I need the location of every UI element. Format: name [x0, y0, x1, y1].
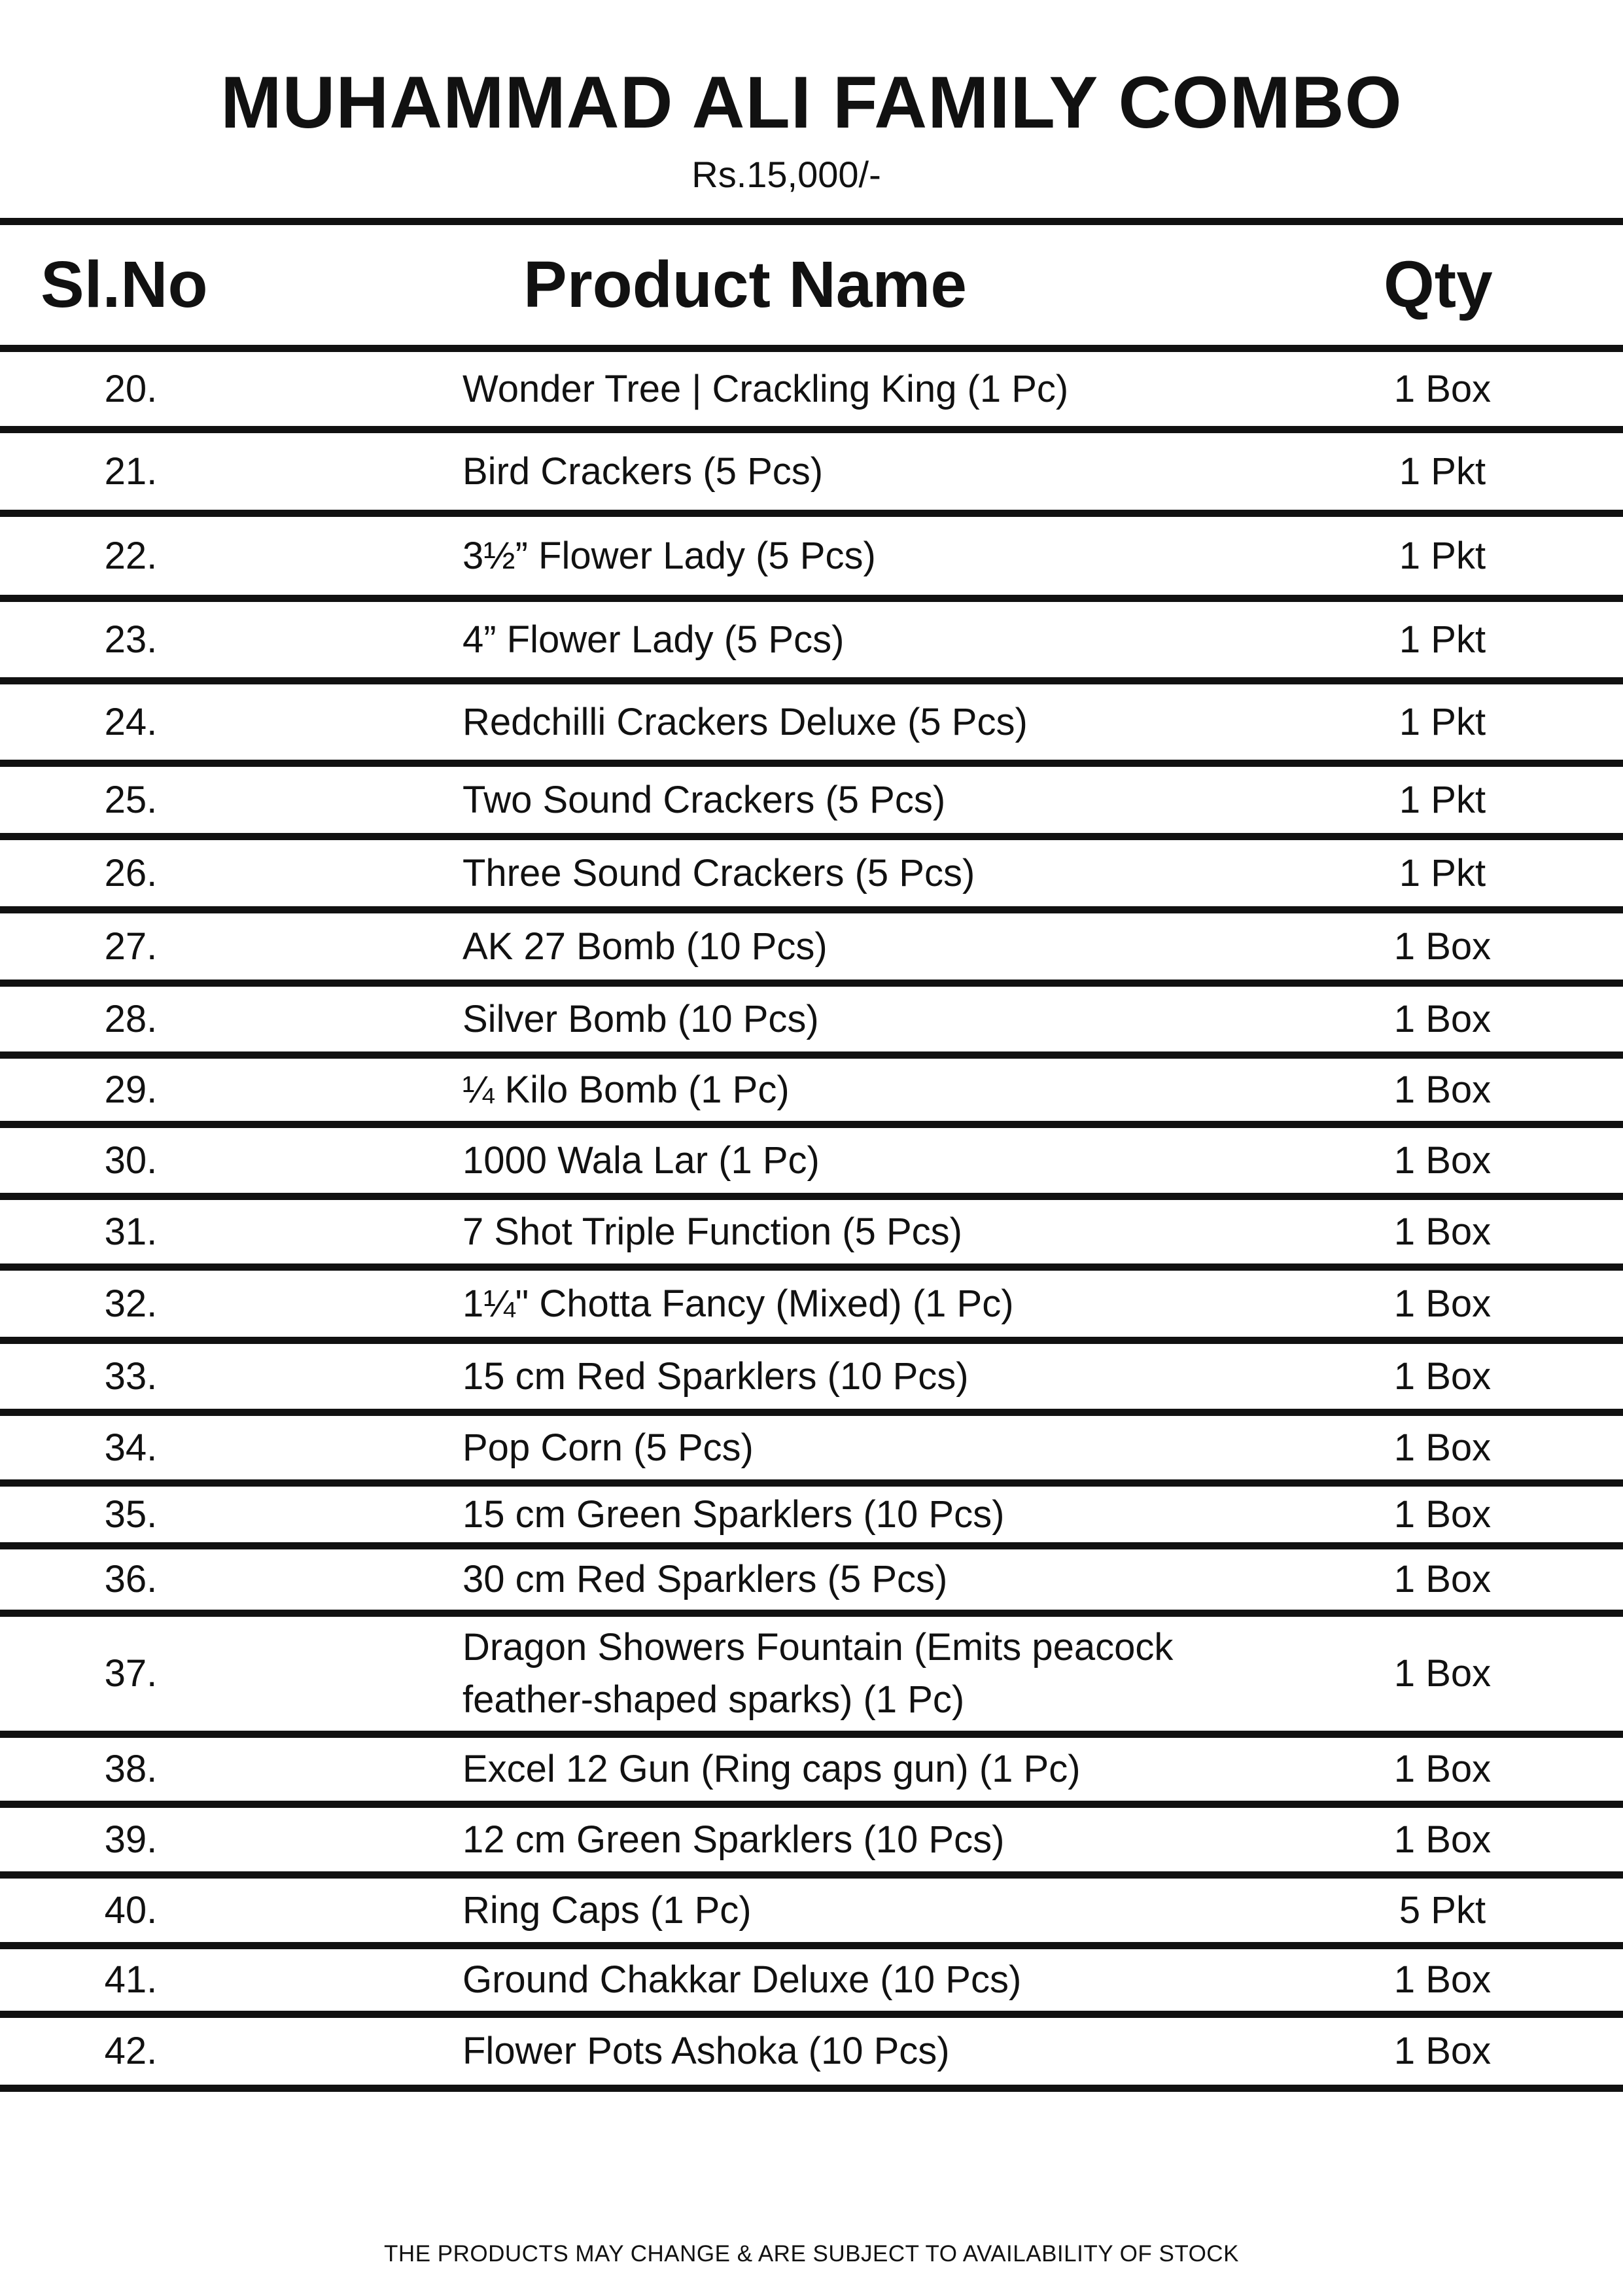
row-qty: 1 Box — [1393, 1426, 1492, 1469]
row-qty: 1 Box — [1393, 1558, 1492, 1600]
row-qty: 1 Pkt — [1399, 534, 1486, 577]
row-sl-no: 27. — [104, 925, 158, 968]
row-product-name: Wonder Tree | Crackling King (1 Pc) — [462, 367, 1069, 410]
row-product-name: Flower Pots Ashoka (10 Pcs) — [462, 2030, 950, 2072]
row-product-name: Excel 12 Gun (Ring caps gun) (1 Pc) — [462, 1748, 1081, 1790]
row-product-name: 1000 Wala Lar (1 Pc) — [462, 1139, 820, 1182]
row-divider — [0, 510, 1623, 517]
table-row — [0, 1344, 1623, 1409]
row-product-name: Pop Corn (5 Pcs) — [462, 1426, 754, 1469]
page-title: MUHAMMAD ALI FAMILY COMBO — [220, 62, 1403, 143]
row-product-name: 30 cm Red Sparklers (5 Pcs) — [462, 1558, 948, 1600]
row-divider — [0, 833, 1623, 840]
table-row — [0, 1271, 1623, 1337]
row-qty: 1 Box — [1393, 1354, 1492, 1398]
table-row — [0, 840, 1623, 906]
row-product-name: Ground Chakkar Deluxe (10 Pcs) — [462, 1958, 1022, 2001]
row-divider — [0, 906, 1623, 913]
row-product-name: 15 cm Red Sparklers (10 Pcs) — [462, 1354, 969, 1398]
row-sl-no: 25. — [104, 778, 158, 821]
row-product-name: Redchilli Crackers Deluxe (5 Pcs) — [462, 700, 1028, 743]
table-row — [0, 1617, 1623, 1731]
row-qty: 5 Pkt — [1399, 1888, 1486, 1932]
table-row — [0, 987, 1623, 1051]
row-qty: 1 Pkt — [1399, 618, 1486, 661]
row-product-name: 7 Shot Triple Function (5 Pcs) — [462, 1210, 962, 1253]
row-product-name: 3½” Flower Lady (5 Pcs) — [462, 534, 876, 577]
stock-disclaimer: THE PRODUCTS MAY CHANGE & ARE SUBJECT TO AVAILABILITY OF STOCK — [384, 2241, 1239, 2267]
row-divider — [0, 345, 1623, 352]
row-sl-no: 32. — [104, 1282, 158, 1325]
row-sl-no: 39. — [104, 1818, 158, 1861]
row-qty: 1 Box — [1393, 1210, 1492, 1253]
row-qty: 1 Box — [1393, 367, 1492, 410]
column-header-product-name: Product Name — [523, 247, 967, 321]
row-product-name: Bird Crackers (5 Pcs) — [462, 450, 824, 493]
row-product-name: Three Sound Crackers (5 Pcs) — [462, 851, 975, 894]
table-row — [0, 1487, 1623, 1542]
row-product-name: 15 cm Green Sparklers (10 Pcs) — [462, 1492, 1005, 1536]
row-qty: 1 Box — [1393, 2030, 1492, 2072]
row-sl-no: 40. — [104, 1888, 158, 1932]
table-row — [0, 767, 1623, 833]
row-divider — [0, 1871, 1623, 1879]
column-header-sl-no: Sl.No — [41, 247, 208, 321]
row-qty: 1 Box — [1393, 1492, 1492, 1536]
table-row — [0, 684, 1623, 760]
row-sl-no: 23. — [104, 618, 158, 661]
row-divider — [0, 1542, 1623, 1549]
row-sl-no: 35. — [104, 1492, 158, 1536]
row-divider — [0, 595, 1623, 602]
row-qty: 1 Box — [1393, 1139, 1492, 1182]
row-sl-no: 29. — [104, 1068, 158, 1111]
row-product-name: 12 cm Green Sparklers (10 Pcs) — [462, 1818, 1005, 1861]
row-divider — [0, 1801, 1623, 1808]
row-qty: 1 Box — [1393, 997, 1492, 1040]
row-sl-no: 24. — [104, 700, 158, 743]
row-divider — [0, 1121, 1623, 1128]
table-row — [0, 602, 1623, 677]
row-divider — [0, 2011, 1623, 2018]
table-row — [0, 1128, 1623, 1193]
table-row — [0, 1949, 1623, 2011]
table-row — [0, 352, 1623, 426]
table-row — [0, 1059, 1623, 1121]
row-divider — [0, 1337, 1623, 1344]
row-divider — [0, 1942, 1623, 1949]
row-divider — [0, 677, 1623, 684]
row-product-name: Dragon Showers Fountain (Emits peacock feather-shaped sparks) (1 Pc) — [462, 1626, 1174, 1721]
row-sl-no: 26. — [104, 851, 158, 894]
row-product-name: ¼ Kilo Bomb (1 Pc) — [462, 1068, 790, 1111]
row-sl-no: 21. — [104, 450, 158, 493]
row-product-name: 1¼" Chotta Fancy (Mixed) (1 Pc) — [462, 1282, 1014, 1325]
row-divider — [0, 1409, 1623, 1416]
row-sl-no: 22. — [104, 534, 158, 577]
row-product-name: Silver Bomb (10 Pcs) — [462, 997, 819, 1040]
row-qty: 1 Box — [1393, 1748, 1492, 1790]
row-qty: 1 Box — [1393, 1818, 1492, 1861]
row-sl-no: 38. — [104, 1748, 158, 1790]
row-qty: 1 Pkt — [1399, 450, 1486, 493]
row-sl-no: 41. — [104, 1958, 158, 2001]
row-sl-no: 42. — [104, 2030, 158, 2072]
row-qty: 1 Pkt — [1399, 700, 1486, 743]
table-row — [0, 1808, 1623, 1871]
row-sl-no: 20. — [104, 367, 158, 410]
table-row — [0, 2018, 1623, 2085]
table-row — [0, 1879, 1623, 1942]
table-row — [0, 1738, 1623, 1801]
row-sl-no: 33. — [104, 1354, 158, 1398]
row-qty: 1 Box — [1393, 925, 1492, 968]
row-sl-no: 36. — [104, 1558, 158, 1600]
row-product-name: AK 27 Bomb (10 Pcs) — [462, 925, 828, 968]
table-row — [0, 1200, 1623, 1263]
table-row — [0, 1549, 1623, 1610]
table-row — [0, 433, 1623, 510]
column-header-qty: Qty — [1384, 247, 1493, 321]
row-divider — [0, 1610, 1623, 1617]
table-bottom-rule — [0, 2085, 1623, 2092]
row-product-name: Two Sound Crackers (5 Pcs) — [462, 778, 946, 821]
row-qty: 1 Pkt — [1399, 851, 1486, 894]
table-row — [0, 913, 1623, 980]
row-product-name: 4” Flower Lady (5 Pcs) — [462, 618, 845, 661]
row-qty: 1 Box — [1393, 1652, 1492, 1695]
row-sl-no: 31. — [104, 1210, 158, 1253]
row-qty: 1 Box — [1393, 1958, 1492, 2001]
row-divider — [0, 760, 1623, 767]
row-qty: 1 Pkt — [1399, 778, 1486, 821]
row-divider — [0, 1479, 1623, 1487]
row-divider — [0, 980, 1623, 987]
combo-price: Rs.15,000/- — [691, 154, 881, 195]
row-sl-no: 37. — [104, 1652, 158, 1695]
row-qty: 1 Box — [1393, 1282, 1492, 1325]
row-sl-no: 28. — [104, 997, 158, 1040]
row-divider — [0, 426, 1623, 433]
row-divider — [0, 1263, 1623, 1271]
row-sl-no: 34. — [104, 1426, 158, 1469]
table-top-rule — [0, 218, 1623, 225]
row-sl-no: 30. — [104, 1139, 158, 1182]
row-divider — [0, 1193, 1623, 1200]
row-divider — [0, 1051, 1623, 1059]
row-divider — [0, 1731, 1623, 1738]
row-product-name: Ring Caps (1 Pc) — [462, 1888, 752, 1932]
table-row — [0, 517, 1623, 595]
table-row — [0, 1416, 1623, 1479]
row-qty: 1 Box — [1393, 1068, 1492, 1111]
